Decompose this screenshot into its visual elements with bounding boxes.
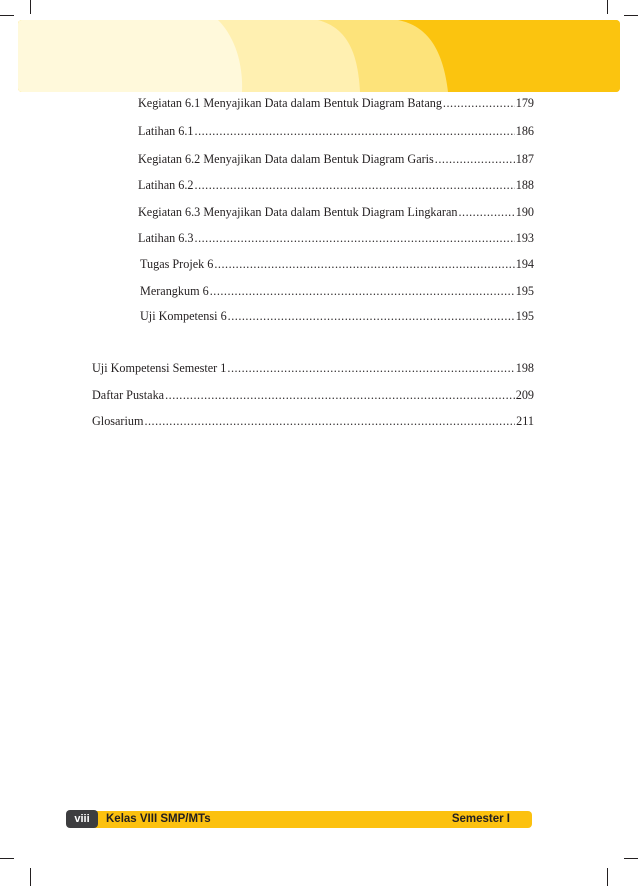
toc-leader-dots [195,177,515,193]
toc-entry-title: Glosarium [92,414,144,428]
toc-entry[interactable] [140,308,534,324]
toc-leader-dots [227,360,514,376]
toc-entry-page: 186 [515,124,534,138]
toc-leader-dots [144,413,515,429]
toc-entry[interactable] [140,256,534,272]
toc-entry[interactable] [138,204,534,220]
toc-entry-page: 193 [515,231,534,245]
toc-entry[interactable] [138,177,534,193]
toc-entry-page: 187 [515,152,534,166]
header-wave-graphic [18,20,620,92]
toc-entry-title: Kegiatan 6.2 Menyajikan Data dalam Bentuk Diagram Garis [138,152,434,166]
toc-entry-title: Uji Kompetensi Semester 1 [92,361,227,375]
toc-entry-page: 195 [515,309,534,323]
toc-entry[interactable] [138,230,534,246]
toc-entry-page: 194 [515,257,534,271]
toc-entry-page: 198 [515,361,534,375]
toc-entry[interactable] [138,151,534,167]
toc-entry-title: Daftar Pustaka [92,388,165,402]
toc-entry[interactable] [140,283,534,299]
header-decoration [18,20,620,92]
toc-leader-dots [165,387,515,403]
toc-leader-dots [214,256,514,272]
toc-entry-page: 179 [515,96,534,110]
toc-entry-title: Kegiatan 6.3 Menyajikan Data dalam Bentuk Diagram Lingkaran [138,205,458,219]
crop-mark-top-left-h [0,15,14,16]
crop-mark-top-left-v [30,0,31,14]
toc-entry-page: 195 [515,284,534,298]
crop-mark-top-right-v [607,0,608,14]
toc-entry-title: Uji Kompetensi 6 [140,309,227,323]
toc-entry-title: Tugas Projek 6 [140,257,214,271]
crop-mark-bottom-left-h [0,858,14,859]
toc-entry-title: Latihan 6.1 [138,124,194,138]
toc-entry-title: Kegiatan 6.1 Menyajikan Data dalam Bentuk Diagram Batang [138,96,442,110]
crop-mark-bottom-right-h [624,858,638,859]
toc-entry-title: Latihan 6.3 [138,231,194,245]
toc-leader-dots [228,308,515,324]
toc-entry[interactable] [92,413,534,429]
toc-entry[interactable] [138,123,534,139]
footer-class-label: Kelas VIII SMP/MTs [106,813,211,825]
toc-leader-dots [195,123,515,139]
toc-entry-title: Latihan 6.2 [138,178,194,192]
toc-leader-dots [458,204,514,220]
toc-leader-dots [443,95,515,111]
toc-entry-page: 190 [515,205,534,219]
toc-leader-dots [210,283,515,299]
footer-semester-label: Semester I [451,813,510,825]
toc-entry-page: 211 [516,414,534,428]
toc-leader-dots [195,230,515,246]
toc-leader-dots [435,151,515,167]
crop-mark-bottom-left-v [30,868,31,886]
toc-entry-page: 188 [515,178,534,192]
toc-entry-page: 209 [515,388,534,402]
toc-entry[interactable] [92,387,534,403]
crop-mark-bottom-right-v [607,868,608,886]
page-number-badge: viii [66,810,98,828]
toc-entry-title: Merangkum 6 [140,284,209,298]
page-footer [66,810,532,828]
crop-mark-top-right-h [624,15,638,16]
toc-entry[interactable] [138,95,534,111]
toc-entry[interactable] [92,360,534,376]
